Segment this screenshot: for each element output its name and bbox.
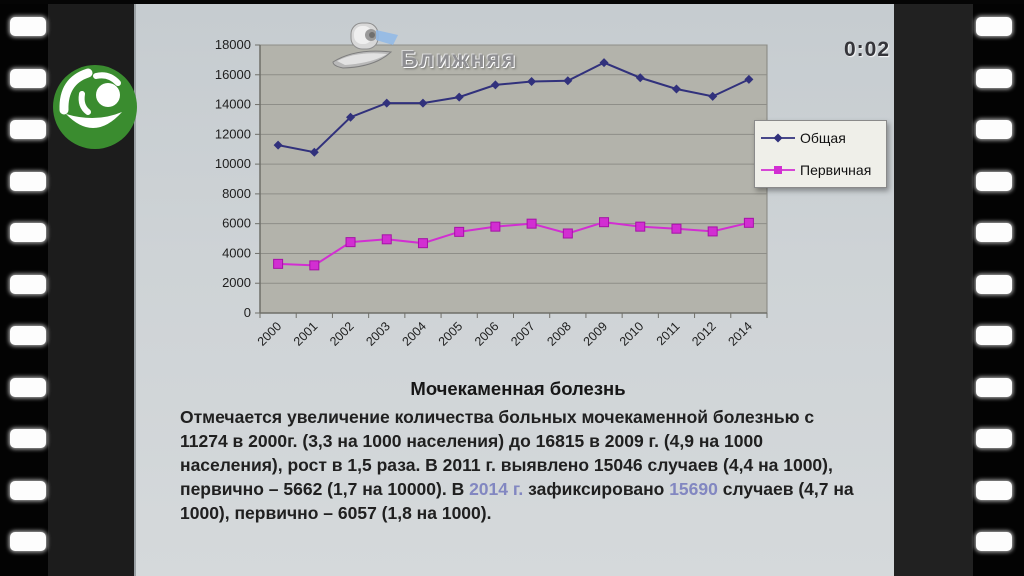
sprocket-hole (10, 481, 46, 500)
diamond-marker-icon (761, 132, 795, 144)
camera-icon (329, 20, 401, 72)
presentation-slide (134, 4, 894, 576)
svg-text:2009: 2009 (580, 319, 611, 349)
sprocket-hole (10, 378, 46, 397)
chart-legend (754, 120, 887, 188)
svg-text:2005: 2005 (435, 319, 466, 349)
green-spiral-logo (52, 64, 138, 150)
frame-matte-right (892, 0, 973, 576)
slide-title: Мочекаменная болезнь (410, 378, 626, 399)
sprocket-hole (976, 275, 1012, 294)
sprocket-hole (10, 120, 46, 139)
svg-text:4000: 4000 (222, 245, 251, 261)
svg-text:14000: 14000 (214, 96, 251, 112)
legend-item (761, 162, 880, 178)
chart-svg (192, 25, 892, 380)
svg-text:0: 0 (243, 305, 251, 320)
svg-text:2000: 2000 (254, 319, 285, 349)
legend-item (761, 130, 880, 146)
sprocket-hole (10, 429, 46, 448)
film-strip-right (973, 0, 1024, 576)
svg-text:2012: 2012 (689, 319, 719, 349)
svg-text:2006: 2006 (471, 319, 502, 349)
highlighted-text: 2014 г. (469, 479, 524, 499)
body-text: зафиксировано (523, 479, 670, 499)
svg-text:2010: 2010 (616, 319, 647, 349)
svg-text:2008: 2008 (544, 319, 574, 349)
svg-text:2011: 2011 (653, 319, 683, 349)
sprocket-hole (10, 69, 46, 88)
sprocket-hole (976, 326, 1012, 345)
svg-text:6000: 6000 (222, 215, 251, 231)
urolithiasis-line-chart (192, 25, 892, 380)
legend-label: Первичная (800, 162, 872, 178)
svg-text:12000: 12000 (214, 126, 251, 142)
slide-text-block (180, 378, 856, 525)
sprocket-hole (10, 172, 46, 191)
svg-text:16000: 16000 (214, 66, 251, 82)
legend-label: Общая (800, 130, 846, 146)
body-text: случаев (4,7 на 1000), первично – 6057 (1,8 на 1000). (180, 479, 854, 523)
sprocket-hole (976, 532, 1012, 551)
sprocket-hole (976, 378, 1012, 397)
svg-text:10000: 10000 (214, 156, 251, 172)
film-strip-left (0, 0, 48, 576)
svg-text:8000: 8000 (222, 185, 251, 201)
sprocket-hole (976, 223, 1012, 242)
sprocket-hole (976, 69, 1012, 88)
camera-overlay (329, 20, 517, 73)
highlighted-text: 15690 (669, 479, 718, 499)
svg-text:2000: 2000 (222, 275, 251, 291)
square-marker-icon (761, 164, 795, 176)
frame-top-edge (0, 0, 1024, 4)
svg-text:2014: 2014 (725, 319, 756, 349)
sprocket-hole (10, 223, 46, 242)
svg-text:2001: 2001 (290, 319, 321, 349)
sprocket-hole (976, 429, 1012, 448)
sprocket-hole (10, 326, 46, 345)
slide-paragraph (180, 405, 856, 525)
sprocket-hole (10, 17, 46, 36)
sprocket-hole (976, 17, 1012, 36)
sprocket-hole (976, 120, 1012, 139)
sprocket-hole (976, 481, 1012, 500)
sprocket-hole (10, 532, 46, 551)
sprocket-hole (10, 275, 46, 294)
svg-text:2002: 2002 (327, 319, 357, 349)
svg-text:2004: 2004 (399, 319, 430, 349)
svg-text:2003: 2003 (363, 319, 393, 349)
body-text: Отмечается увеличение количества больных мочекаменной болезнью с 11274 в 2000г. (3,3 на 1000 населения) до 16815 в 2009 г. (4,9 на 1000 населения), рост в 1,5 раза. В 2011 г. выявлено 15046 случаев (4,4 на 1000), первично – 5662 (1,7 на 10000). В (180, 407, 833, 499)
svg-text:2007: 2007 (508, 319, 538, 349)
svg-text:18000: 18000 (214, 37, 251, 52)
recording-timer: 0:02 (843, 38, 890, 61)
camera-preset-label: Ближняя (401, 46, 518, 72)
sprocket-hole (976, 172, 1012, 191)
